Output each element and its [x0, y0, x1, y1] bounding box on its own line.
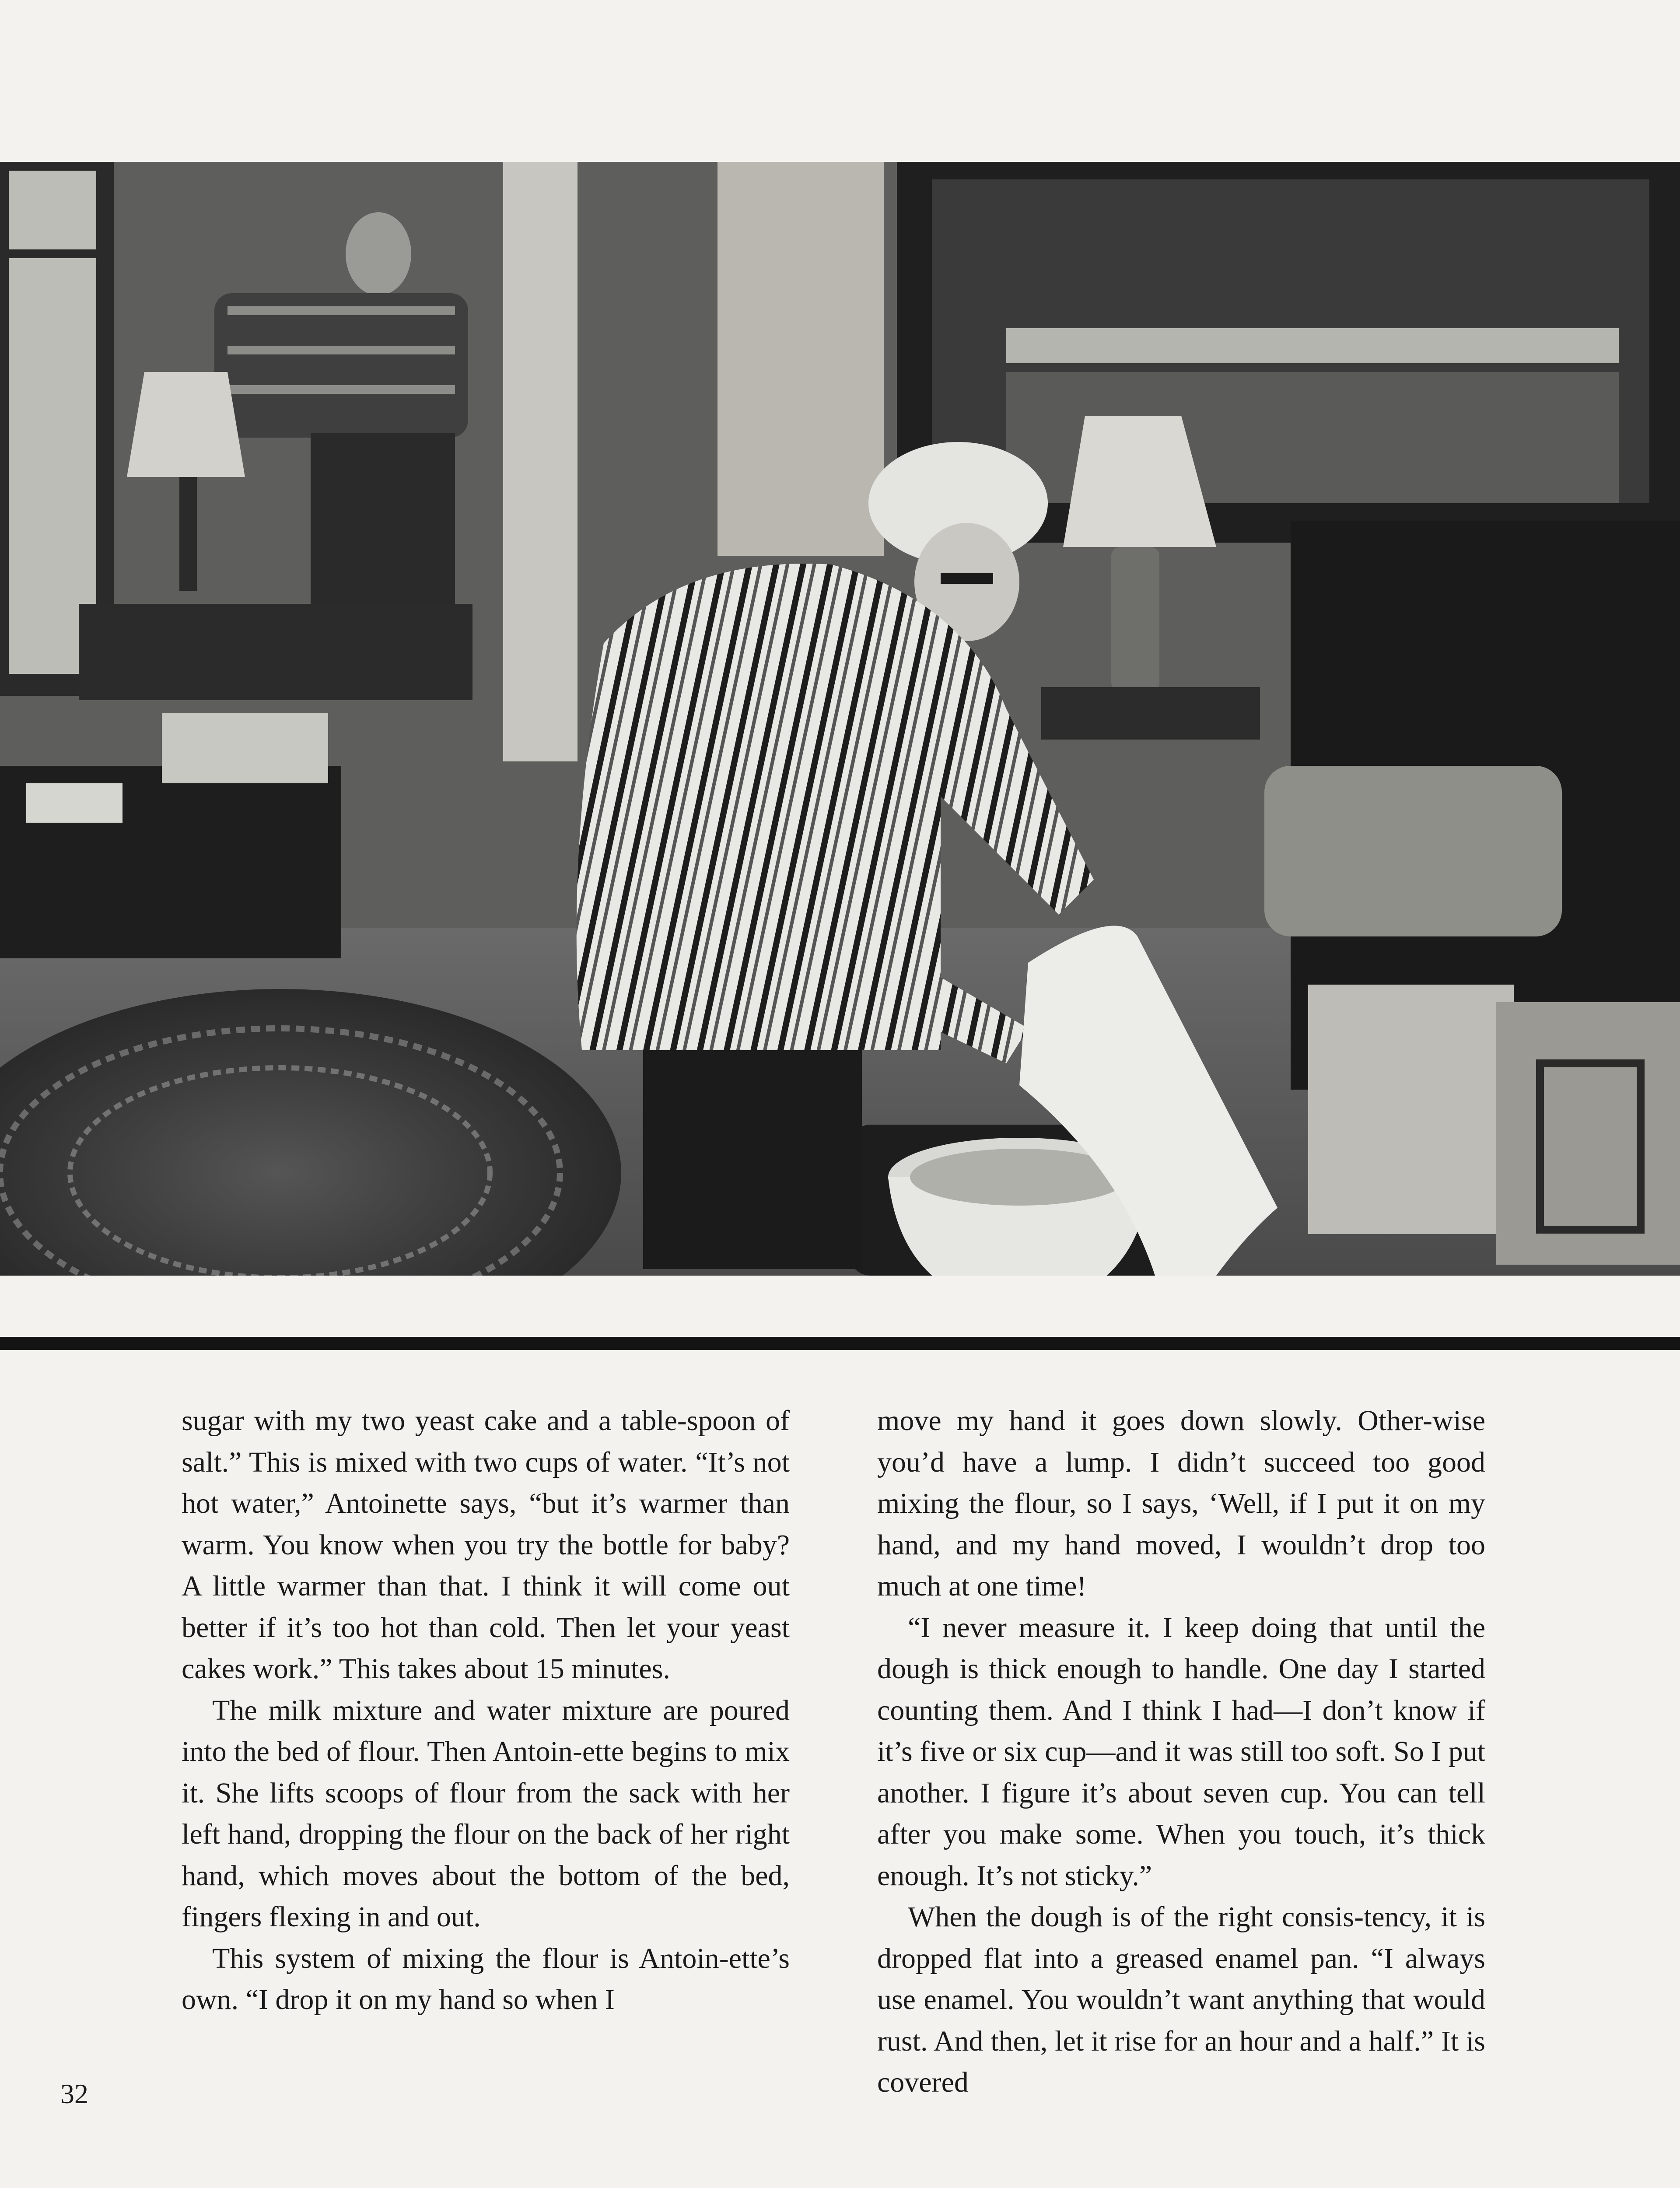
paragraph: sugar with my two yeast cake and a table-spoon of salt.” This is mixed with two cups of water. “It’s not hot water,” Antoinette says, “but it’s warmer than warm. You know when you try the bottle for baby? A little warmer than that. I think it will come out better if it’s too hot than cold. Then let your yeast cakes work.” This takes about 15 minutes.: [182, 1405, 790, 1685]
page-number: 32: [60, 2078, 88, 2109]
article-photo: [0, 162, 1680, 1276]
paragraph: This system of mixing the flour is Antoin-ette’s own. “I drop it on my hand so when I: [182, 1942, 790, 2016]
article-column-right: [877, 1400, 1485, 2104]
paragraph: The milk mixture and water mixture are poured into the bed of flour. Then Antoin-ette begins to mix it. She lifts scoops of flour from the sack with her left hand, dropping the flour on the back of her right hand, which moves about the bottom of the bed, fingers flexing in and out.: [182, 1694, 790, 1933]
curtain-right: [718, 162, 884, 556]
article-column-left: [182, 1400, 790, 2021]
paragraph: move my hand it goes down slowly. Other-wise you’d have a lump. I didn’t succeed too good mixing the flour, so I says, ‘Well, if I put it on my hand, and my hand moved, I wouldn’t drop too much at one time!: [877, 1405, 1485, 1602]
curtain-left: [503, 162, 578, 761]
cardboard-boxes: [1308, 985, 1680, 1265]
horizontal-rule: [0, 1337, 1680, 1350]
paragraph: “I never measure it. I keep doing that until the dough is thick enough to handle. One day I started counting them. And I think I had—I don’t know if it’s five or six cup—and it was still too soft. So I put another. I figure it’s about seven cup. You can tell after you make some. When you touch, it’s thick enough. It’s not sticky.”: [877, 1611, 1485, 1892]
paragraph: When the dough is of the right consis-tency, it is dropped flat into a greased enamel pan. “I always use enamel. You wouldn’t want anything that would rust. And then, let it rise for an hour and a half.” It is covered: [877, 1901, 1485, 2098]
